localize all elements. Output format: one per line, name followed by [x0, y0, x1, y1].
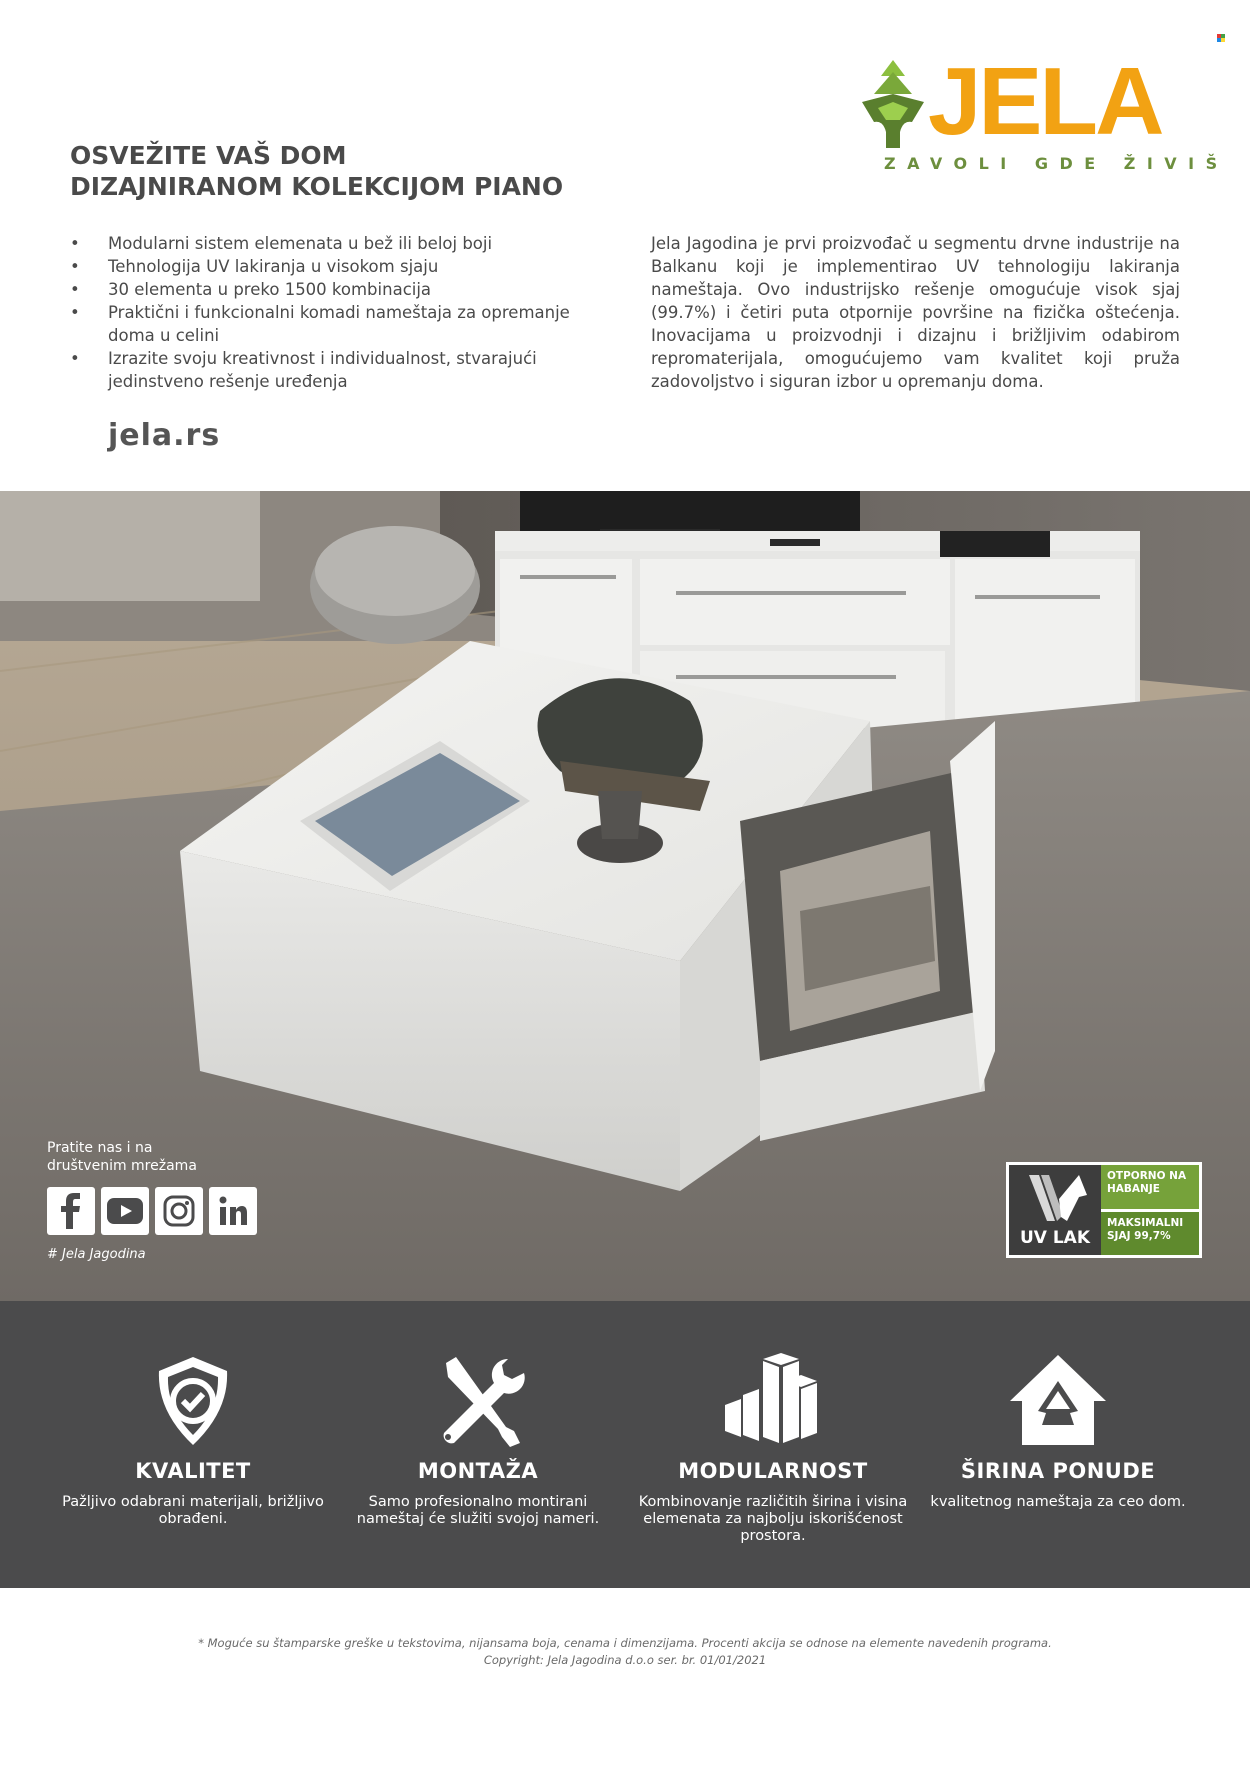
social-label: Pratite nas i na društvenim mrežama	[47, 1140, 197, 1174]
list-item: • Tehnologija UV lakiranja u visokom sjaju	[70, 255, 615, 278]
disclaimer-text: * Moguće su štamparske greške u tekstovima, nijansama boja, cenama i dimenzijama. Procenti akcija se odnose na elemente navedenih programa.	[198, 1636, 1052, 1650]
house-icon	[1008, 1351, 1108, 1451]
instagram-icon[interactable]	[155, 1187, 203, 1235]
benefit-description: Samo profesionalno montirani nameštaj će služiti svojoj nameri.	[356, 1494, 600, 1527]
benefits-band	[0, 1301, 1250, 1588]
shine-arrow-icon	[1009, 1165, 1101, 1231]
max-gloss-label: MAKSIMALNI SJAJ 99,7%	[1101, 1212, 1199, 1256]
uv-lak-features	[1101, 1165, 1199, 1255]
benefit-description: Pažljivo odabrani materijali, brižljivo obrađeni.	[62, 1494, 324, 1527]
list-item: • Praktični i funkcionalni komadi nameštaja za opremanje doma u celini	[70, 301, 615, 347]
color-registration-mark	[1217, 34, 1225, 42]
brand-tagline: ZAVOLI GDE ŽIVIŠ	[884, 154, 1229, 173]
benefit-description: Kombinovanje različitih širina i visina elemenata za najbolju iskorišćenost prostora.	[638, 1494, 908, 1544]
benefit-title: ŠIRINA PONUDE	[960, 1459, 1156, 1483]
company-description: Jela Jagodina je prvi proizvođač u segmentu drvne industrije na Balkanu koji je implementirao UV tehnologiju lakiranja nameštaja. Ovo industrijsko rešenje omogućuje visok sjaj (99.7%) i četiri puta otpornije površine na fizička oštećenja. Inovacijama u proizvodnji i dizajnu i brižljivim odabirom repromaterijala, omogućujemo vam kvalitet koji pruža zadovoljstvo i siguran izbor u opremanju doma.	[651, 234, 1180, 391]
feature-list	[70, 232, 615, 393]
benefit-title: MODULARNOST	[678, 1459, 868, 1483]
social-icons	[47, 1187, 307, 1235]
headline-line-1: OSVEŽITE VAŠ DOM	[70, 141, 347, 170]
benefit-title: MONTAŽA	[417, 1459, 539, 1483]
shield-check-icon	[143, 1351, 243, 1451]
benefit-title: KVALITET	[135, 1459, 251, 1483]
website-link[interactable]: jela.rs	[108, 418, 221, 453]
benefit-description: kvalitetnog nameštaja za ceo dom.	[930, 1494, 1186, 1510]
page-headline	[70, 140, 710, 202]
linkedin-icon[interactable]	[209, 1187, 257, 1235]
list-item: • Modularni sistem elemenata u bež ili beloj boji	[70, 232, 615, 255]
headline-line-2: DIZAJNIRANOM KOLEKCIJOM PIANO	[70, 172, 564, 201]
youtube-icon[interactable]	[101, 1187, 149, 1235]
jela-logo[interactable]	[858, 48, 1229, 178]
uv-lak-panel	[1009, 1165, 1101, 1255]
brand-name: JELA	[928, 48, 1162, 155]
uv-lak-badge	[1006, 1162, 1202, 1258]
disclaimer	[0, 1635, 1250, 1669]
uv-lak-label: UV LAK	[1019, 1228, 1091, 1248]
list-item: • 30 elementa u preko 1500 kombinacija	[70, 278, 615, 301]
social-hashtag: # Jela Jagodina	[47, 1247, 146, 1262]
tools-icon	[428, 1351, 528, 1451]
wear-resistant-label: OTPORNO NA HABANJE	[1101, 1165, 1199, 1209]
tree-logo-icon	[858, 58, 928, 152]
list-item: • Izrazite svoju kreativnost i individualnost, stvarajući jedinstveno rešenje uređenja	[70, 347, 615, 393]
modules-icon	[723, 1351, 823, 1451]
facebook-icon[interactable]	[47, 1187, 95, 1235]
social-block	[47, 1139, 307, 1262]
copyright-text: Copyright: Jela Jagodina d.o.o ser. br. 01/01/2021	[483, 1653, 767, 1667]
